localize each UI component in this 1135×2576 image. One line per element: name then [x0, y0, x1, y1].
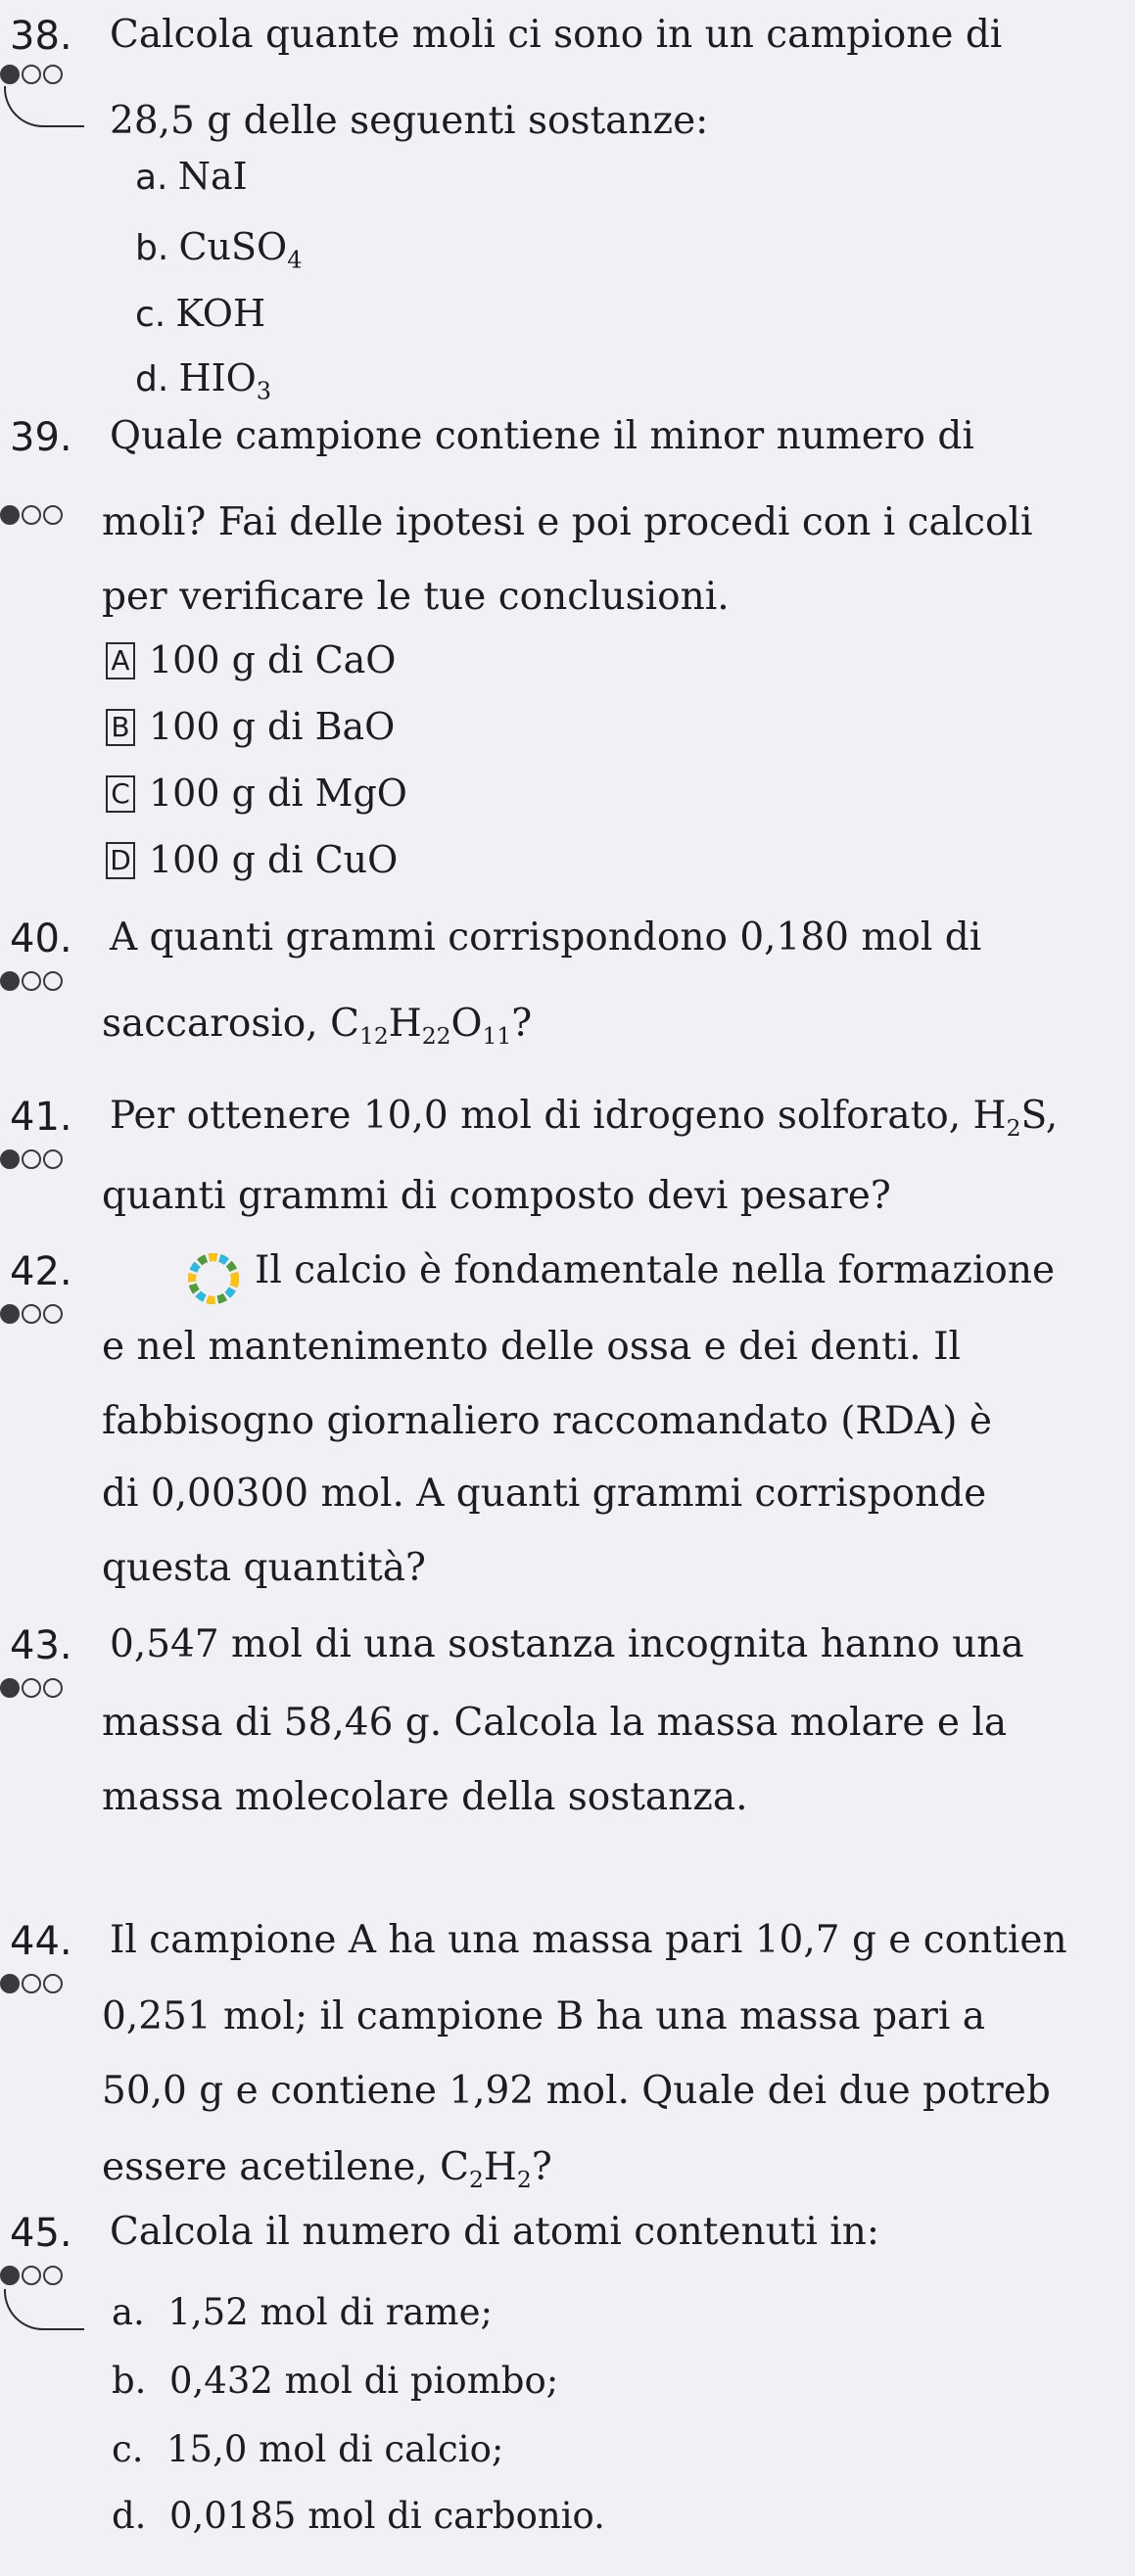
- option-d: d. 0,0185 mol di carbonio.: [112, 2495, 605, 2537]
- exercise-text: A quanti grammi corrispondono 0,180 mol di: [110, 915, 982, 960]
- exercise-text: 50,0 g e contiene 1,92 mol. Quale dei due potreb: [102, 2069, 1051, 2113]
- option-b: b. 0,432 mol di piombo;: [112, 2360, 559, 2402]
- exercise-text: Il campione A ha una massa pari 10,7 g e contien: [110, 1918, 1067, 1962]
- difficulty-dots: [0, 1304, 63, 1330]
- exercise-text: questa quantità?: [102, 1546, 426, 1590]
- difficulty-dots: [0, 1149, 63, 1175]
- exercise-number: 40.: [10, 916, 72, 961]
- option-c: c. 15,0 mol di calcio;: [112, 2428, 504, 2470]
- exercise-number: 42.: [10, 1249, 72, 1294]
- exercise-text: fabbisogno giornaliero raccomandato (RDA) è: [102, 1399, 992, 1443]
- exercise-number: 38.: [10, 14, 72, 59]
- exercise-text: di 0,00300 mol. A quanti grammi corrisponde: [102, 1472, 987, 1516]
- choice-text: 100 g di CuO: [149, 838, 399, 881]
- exercise-text: quanti grammi di composto devi pesare?: [102, 1174, 891, 1218]
- difficulty-dots: [0, 505, 63, 531]
- exercise-text: Calcola quante moli ci sono in un campione di: [110, 13, 1003, 57]
- exercise-text: 0,251 mol; il campione B ha una massa pari a: [102, 1994, 986, 2038]
- exercise-text: 0,547 mol di una sostanza incognita hanno una: [110, 1622, 1024, 1666]
- choice-text: 100 g di MgO: [149, 772, 407, 815]
- option-c: c. KOH: [135, 292, 266, 335]
- exercise-text: Il calcio è fondamentale nella formazione: [255, 1248, 1056, 1292]
- exercise-text-formula: saccarosio, $C_{12}H_{22}O_{11}$?: [102, 1002, 533, 1051]
- exercise-text: per verificare le tue conclusioni.: [102, 575, 730, 619]
- exercise-number: 44.: [10, 1919, 72, 1964]
- option-a: a. 1,52 mol di rame;: [112, 2291, 493, 2333]
- difficulty-dots: [0, 2266, 63, 2291]
- choice-box-c: C: [106, 775, 135, 813]
- difficulty-dots: [0, 1678, 63, 1704]
- sustainability-goal-icon: [186, 1251, 241, 1306]
- exercise-number: 39.: [10, 415, 72, 460]
- margin-arc: [4, 2289, 84, 2330]
- exercise-text: massa molecolare della sostanza.: [102, 1775, 748, 1819]
- exercise-text: massa di 58,46 g. Calcola la massa molare e la: [102, 1701, 1008, 1745]
- choice-box-a: A: [106, 642, 135, 679]
- exercise-number: 41.: [10, 1095, 72, 1140]
- choice-text: 100 g di BaO: [149, 705, 396, 748]
- exercise-text: Quale campione contiene il minor numero di: [110, 414, 974, 458]
- exercise-text: moli? Fai delle ipotesi e poi procedi con i calcoli: [102, 500, 1033, 544]
- choice-text: 100 g di CaO: [149, 638, 397, 681]
- exercise-text-formula: Per ottenere 10,0 mol di idrogeno solforato, $H_2S$,: [110, 1094, 1059, 1143]
- option-a: a. NaI: [135, 155, 248, 198]
- difficulty-dots: [0, 1974, 63, 1999]
- choice-box-d: D: [106, 842, 135, 879]
- exercise-number: 45.: [10, 2211, 72, 2256]
- difficulty-dots: [0, 971, 63, 997]
- exercise-text: 28,5 g delle seguenti sostanze:: [110, 99, 709, 143]
- option-b: b. CuSO$_4$: [135, 225, 303, 274]
- exercise-number: 43.: [10, 1623, 72, 1668]
- exercise-text: e nel mantenimento delle ossa e dei denti. Il: [102, 1325, 961, 1369]
- choice-box-b: B: [106, 709, 135, 746]
- exercise-text-formula: essere acetilene, $C_2H_2$?: [102, 2145, 552, 2194]
- option-d: d. $HIO_3$: [135, 356, 272, 405]
- margin-arc: [4, 86, 84, 127]
- exercise-text: Calcola il numero di atomi contenuti in:: [110, 2210, 879, 2254]
